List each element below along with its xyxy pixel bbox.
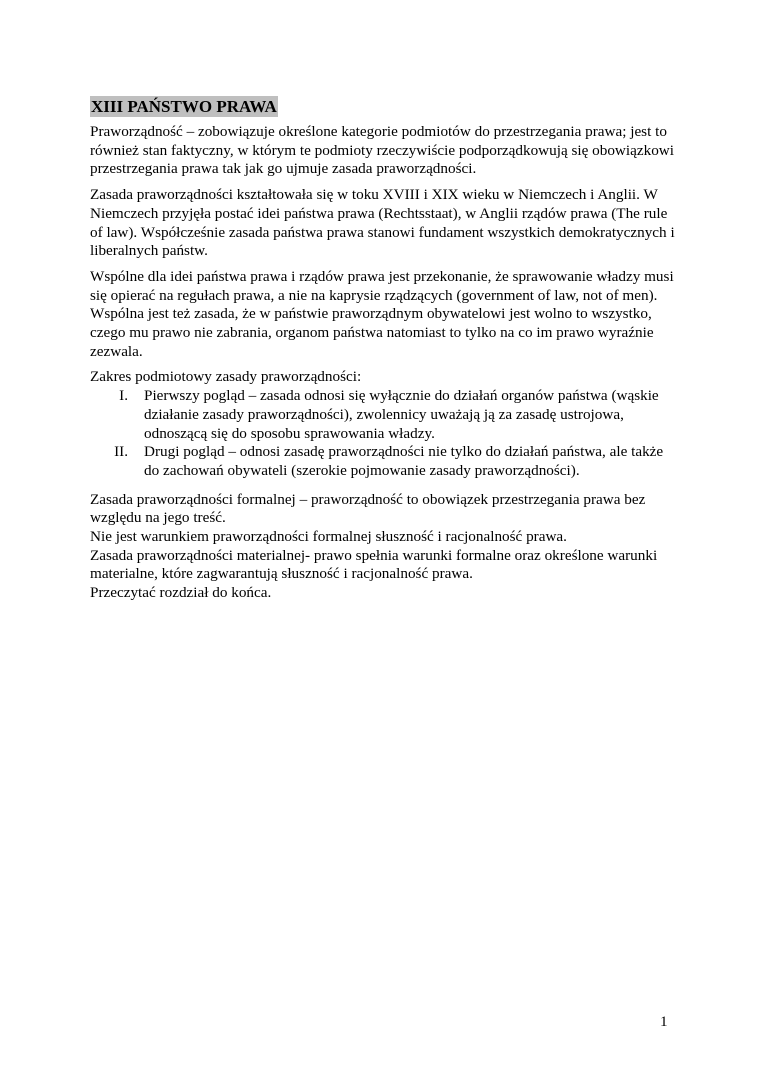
scope-heading: Zakres podmiotowy zasady praworządności: xyxy=(90,368,362,386)
paragraph-history: Zasada praworządności kształtowała się w toku XVIII i XIX wieku w Niemczech i Anglii. W Niemczech przyjęła postać idei państwa prawa (Rechtsstaat), w Anglii rządów prawa (The rule of law). Współcześnie zasada państwa prawa stanowi fundament wszystkich demokratycznych i liberalnych państw. xyxy=(90,186,675,260)
scope-list xyxy=(90,387,680,481)
section-title: XIII PAŃSTWO PRAWA xyxy=(91,97,277,116)
page-number: 1 xyxy=(660,1013,668,1030)
list-numeral: I. xyxy=(119,387,128,405)
list-numeral: II. xyxy=(114,443,128,461)
closing-block xyxy=(90,491,680,603)
document-page xyxy=(90,96,680,603)
paragraph-common-idea: Wspólne dla idei państwa prawa i rządów prawa jest przekonanie, że sprawowanie władzy musi się opierać na regułach prawa, a nie na kaprysie rządzących (government of law, not of men). Wspólna jest też zasada, że w państwie praworządnym obywatelowi jest wolno to wszystko, czego mu prawo nie zabrania, organom państwa natomiast to tylko na co im prawo wyraźnie zezwala. xyxy=(90,267,674,360)
formal-rule-line: Zasada praworządności formalnej – praworządność to obowiązek przestrzegania prawa bez względu na jego treść. xyxy=(90,490,646,527)
list-item xyxy=(90,443,680,480)
material-rule-line: Zasada praworządności materialnej- prawo spełnia warunki formalne oraz określone warunki materialne, które zagwarantują słuszność i racjonalność prawa. xyxy=(90,546,658,583)
list-item-text: Drugi pogląd – odnosi zasadę praworządności nie tylko do działań państwa, ale także do zachowań obywateli (szerokie pojmowanie zasady praworządności). xyxy=(144,443,664,479)
formal-condition-line: Nie jest warunkiem praworządności formalnej słuszność i racjonalność prawa. xyxy=(90,528,567,546)
list-item-text: Pierwszy pogląd – zasada odnosi się wyłącznie do działań organów państwa (wąskie działanie zasady praworządności), zwolennicy uważają ją za zasadę ustrojowa, odnoszącą się do sposobu sprawowania władzy. xyxy=(144,387,659,442)
paragraph-definition: Praworządność – zobowiązuje określone kategorie podmiotów do przestrzegania prawa; jest to również stan faktyczny, w którym te podmioty rzeczywiście podporządkowują się obowiązkowi przestrzegania prawa tak jak go ujmuje zasada praworządności. xyxy=(90,123,674,178)
list-item xyxy=(90,387,680,443)
reading-note-line: Przeczytać rozdział do końca. xyxy=(90,584,272,602)
